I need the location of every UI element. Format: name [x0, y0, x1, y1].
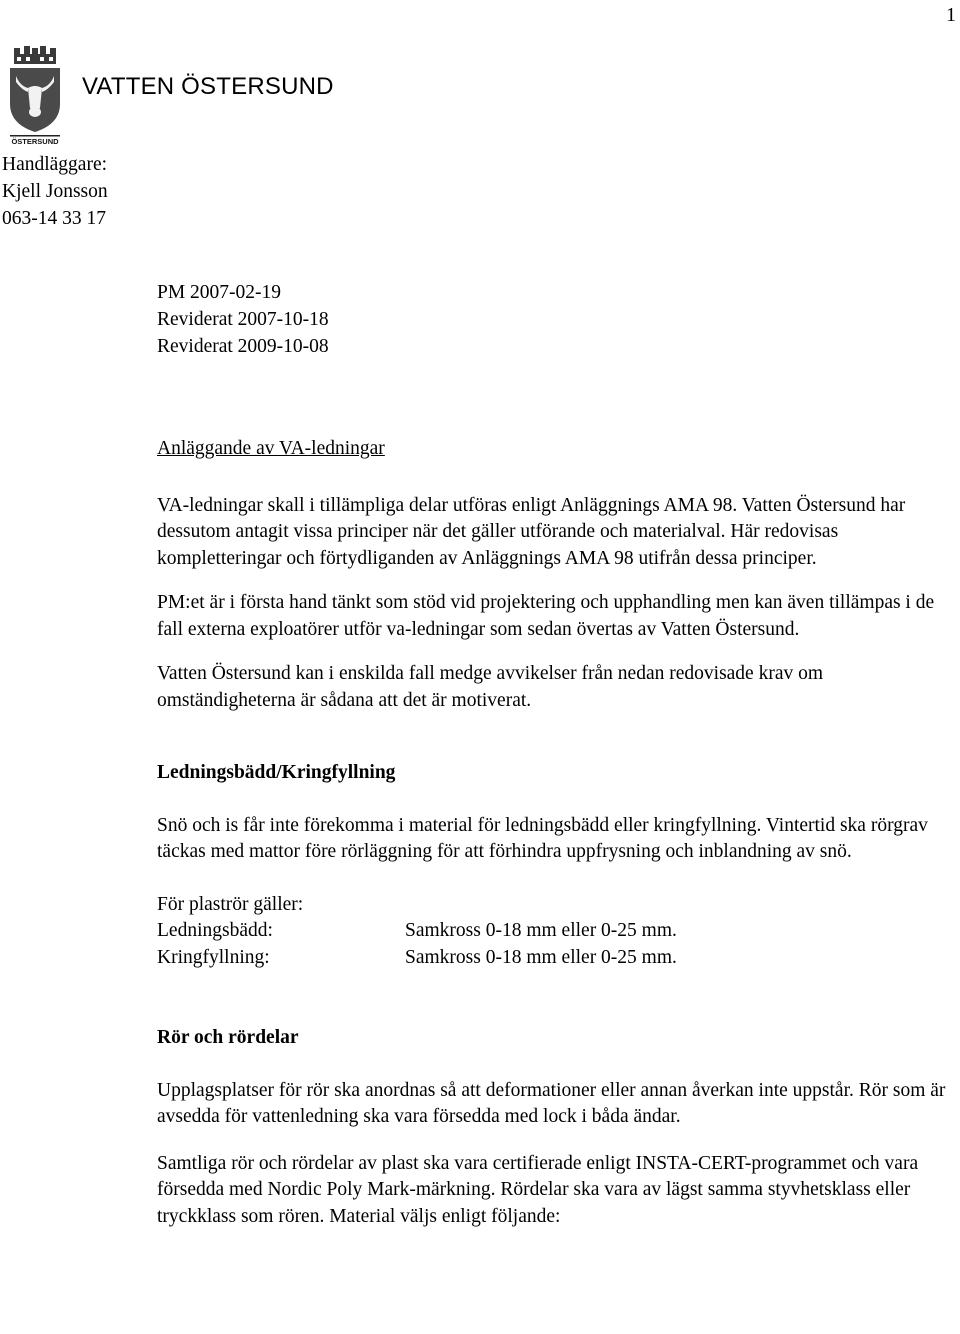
handler-label: Handläggare:: [2, 154, 108, 175]
intro-paragraph-3: Vatten Östersund kan i enskilda fall medge avvikelser från nedan redovisade krav om omständigheterna är sådana att det är motiverat.: [157, 663, 824, 711]
surround-value: Samkross 0-18 mm eller 0-25 mm.: [405, 946, 677, 968]
handler-name: Kjell Jonsson: [2, 181, 108, 202]
handler-block: [2, 152, 108, 233]
revised-date-2: Reviderat 2009-10-08: [157, 336, 329, 357]
spec-row-surround: [157, 945, 957, 972]
bedding-paragraph: Snö och is får inte förekomma i material för ledningsbädd eller kringfyllning. Vintertid ska rörgrav täckas med mattor före rörläggning för att förhindra uppfrysning och inblandning av snö.: [157, 814, 928, 862]
pipes-paragraph-1: Upplagsplatser för rör ska anordnas så att deformationer eller annan åverkan inte uppstår. Rör som är avsedda för vattenledning ska vara försedda med lock i båda ändar.: [157, 1079, 946, 1127]
ostersund-coat-of-arms-logo: [6, 46, 64, 146]
pipes-paragraph-2: Samtliga rör och rördelar av plast ska vara certifierade enligt INSTA-CERT-programmet och vara försedda med Nordic Poly Mark-märkning. Rördelar ska vara av lägst samma styvhetsklass eller tryckklass som rören. Material väljs enligt följande:: [157, 1152, 919, 1227]
spec-row-bedding: [157, 918, 957, 945]
handler-phone: 063-14 33 17: [2, 208, 106, 229]
bedding-value: Samkross 0-18 mm eller 0-25 mm.: [405, 920, 677, 941]
pipes-heading: Rör och rördelar: [157, 1027, 299, 1048]
logo-wordmark: ÖSTERSUND: [11, 137, 59, 146]
pm-date: PM 2007-02-19: [157, 282, 282, 303]
bedding-label: Ledningsbädd:: [157, 920, 273, 941]
plastic-pipe-spec: [157, 892, 957, 972]
organization-name: VATTEN ÖSTERSUND: [82, 73, 334, 100]
bedding-heading: Ledningsbädd/Kringfyllning: [157, 762, 396, 783]
plastic-intro: För plaströr gäller:: [157, 893, 304, 915]
document-body: [157, 436, 957, 1248]
page-number: 1: [946, 4, 956, 26]
crown-icon: [14, 46, 56, 64]
intro-paragraph-1: VA-ledningar skall i tillämpliga delar utföras enligt Anläggnings AMA 98. Vatten Östersund har dessutom antagit vissa principer när det gäller utförande och materialval. Här redovisas kompletteringar och förtydliganden av Anläggnings AMA 98 utifrån dessa principer.: [157, 494, 906, 569]
revised-date-1: Reviderat 2007-10-18: [157, 309, 329, 330]
surround-label: Kringfyllning:: [157, 946, 270, 968]
document-title: Anläggande av VA-ledningar: [157, 438, 385, 459]
dates-block: [157, 280, 329, 361]
intro-paragraph-2: PM:et är i första hand tänkt som stöd vid projektering och upphandling men kan även tillämpas i de fall externa exploatörer utför va-ledningar som sedan övertas av Vatten Östersund.: [157, 592, 935, 640]
